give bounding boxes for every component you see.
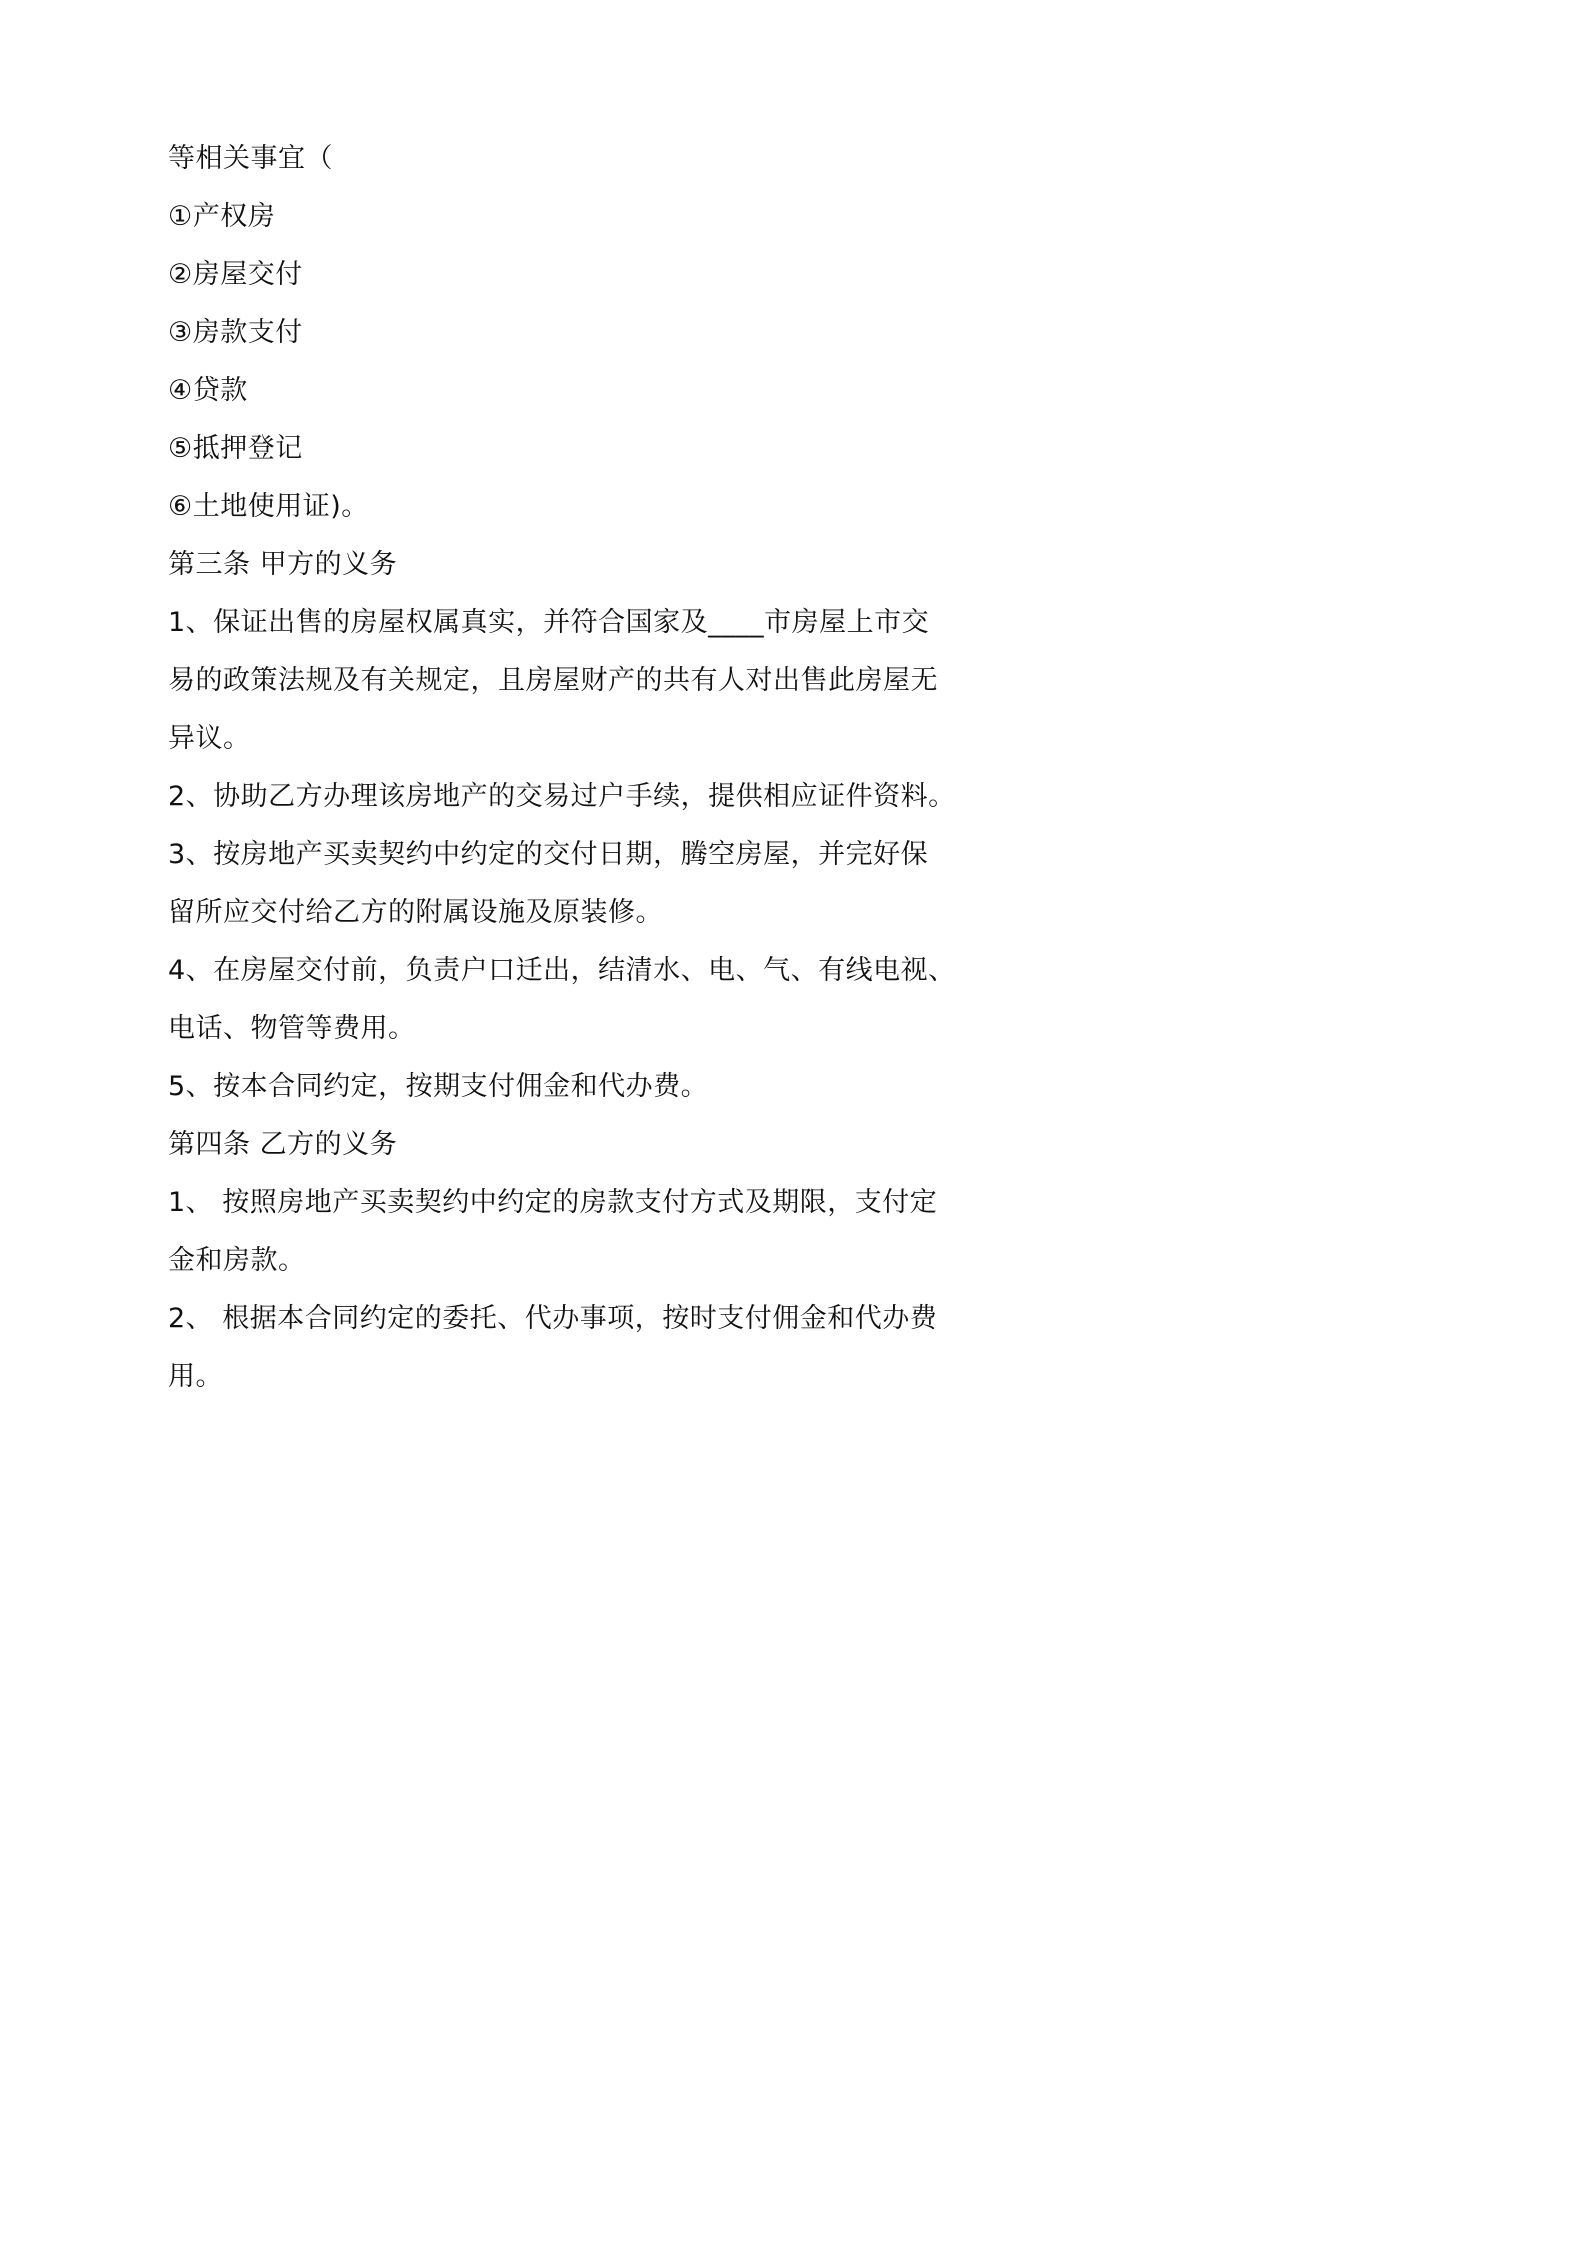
- paragraph-line: 异议。: [168, 723, 251, 754]
- list-item-loan: ④贷款: [168, 375, 248, 406]
- list-item-payment: ③房款支付: [168, 317, 303, 348]
- paragraph-line: 金和房款。: [168, 1245, 306, 1276]
- paragraph-line: 5、按本合同约定，按期支付佣金和代办费。: [168, 1071, 709, 1102]
- paragraph-line: 3、按房地产买卖契约中约定的交付日期，腾空房屋，并完好保: [168, 839, 929, 870]
- paragraph-line: 易的政策法规及有关规定，且房屋财产的共有人对出售此房屋无: [168, 665, 938, 696]
- section-heading-article-4: 第四条 乙方的义务: [168, 1129, 398, 1160]
- section-heading-article-3: 第三条 甲方的义务: [168, 549, 398, 580]
- document-page: [0, 0, 1104, 1562]
- list-item-title-deed: ①产权房: [168, 201, 276, 232]
- paragraph-line: 1、 按照房地产买卖契约中约定的房款支付方式及期限，支付定: [168, 1187, 938, 1218]
- list-item-handover: ②房屋交付: [168, 259, 303, 290]
- list-item-mortgage: ⑤抵押登记: [168, 433, 303, 464]
- paragraph-line: 2、 根据本合同约定的委托、代办事项，按时支付佣金和代办费: [168, 1303, 938, 1334]
- paragraph-line: 用。: [168, 1361, 223, 1392]
- paragraph-line: 电话、物管等费用。: [168, 1013, 416, 1044]
- paragraph-line: 4、在房屋交付前，负责户口迁出，结清水、电、气、有线电视、: [168, 955, 956, 986]
- document-body: [168, 130, 968, 1406]
- paragraph-line: 2、协助乙方办理该房地产的交易过户手续，提供相应证件资料。: [168, 781, 956, 812]
- paragraph-line: 留所应交付给乙方的附属设施及原装修。: [168, 897, 663, 928]
- paragraph-line: 1、保证出售的房屋权属真实，并符合国家及____市房屋上市交: [168, 607, 930, 638]
- text-line: 等相关事宜（: [168, 143, 333, 174]
- list-item-land-certificate: ⑥土地使用证)。: [168, 491, 369, 522]
